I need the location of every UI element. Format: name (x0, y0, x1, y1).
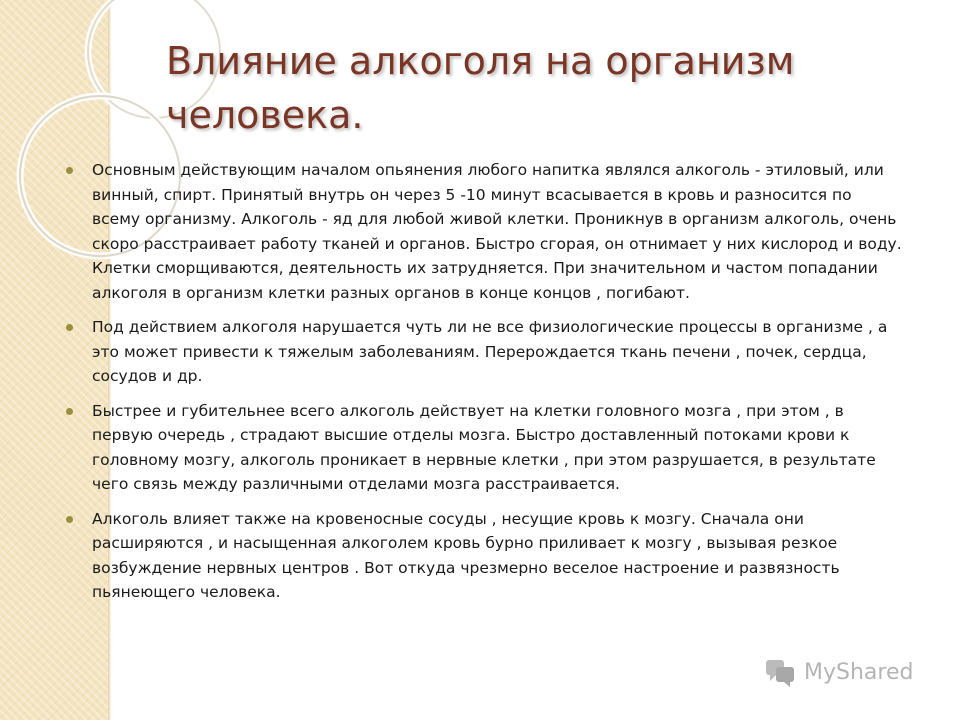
bullet-text: Под действием алкоголя нарушается чуть ли не все физиологические процессы в организме , а это может привести к тяжелым заболеваниям. Перерождается ткань печени , почек, сердца, сосудов и др. (92, 318, 888, 385)
bullet-text: Алкоголь влияет также на кровеносные сосуды , несущие кровь к мозгу. Сначала они расширяются , и насыщенная алкоголем кровь бурно приливает к мозгу , вызывая резкое возбуждение нервных центров . Вот откуда чрезмерно веселое настроение и развязность пьянеющего человека. (92, 509, 840, 601)
bullet-text: Быстрее и губительнее всего алкоголь действует на клетки головного мозга , при этом , в первую очередь , страдают высшие отделы мозга. Быстро доставленный потоками крови к головному мозгу, алкоголь проникает в нервные клетки , при этом разрушается, в результате чего связь между различными отделами мозга расстраивается. (92, 401, 876, 493)
bullet-dot-icon (66, 324, 73, 331)
bullet-dot-icon (66, 167, 73, 174)
list-item (66, 507, 902, 605)
list-item (66, 158, 902, 305)
list-item (66, 399, 902, 497)
myshared-logo-icon (764, 655, 798, 689)
bullet-list (66, 158, 902, 615)
slide-title: Влияние алкоголя на организм человека. (166, 39, 795, 137)
watermark-text: MyShared (804, 659, 914, 685)
list-item (66, 315, 902, 389)
bullet-dot-icon (66, 516, 73, 523)
bullet-dot-icon (66, 408, 73, 415)
myshared-watermark (764, 652, 934, 692)
bullet-text: Основным действующим началом опьянения любого напитка являлся алкоголь - этиловый, или винный, спирт. Принятый внутрь он через 5 -10 минут всасывается в кровь и разносится по всему организму. Алкоголь - яд для любой живой клетки. Проникнув в организм алкоголь, очень скоро расстраивает работу тканей и органов. Быстро сгорая, он отнимает у них кислород и воду. Клетки сморщиваются, деятельность их затрудняется. При значительном и частом попадании алкоголя в организм клетки разных органов в конце концов , погибают. (92, 161, 902, 302)
